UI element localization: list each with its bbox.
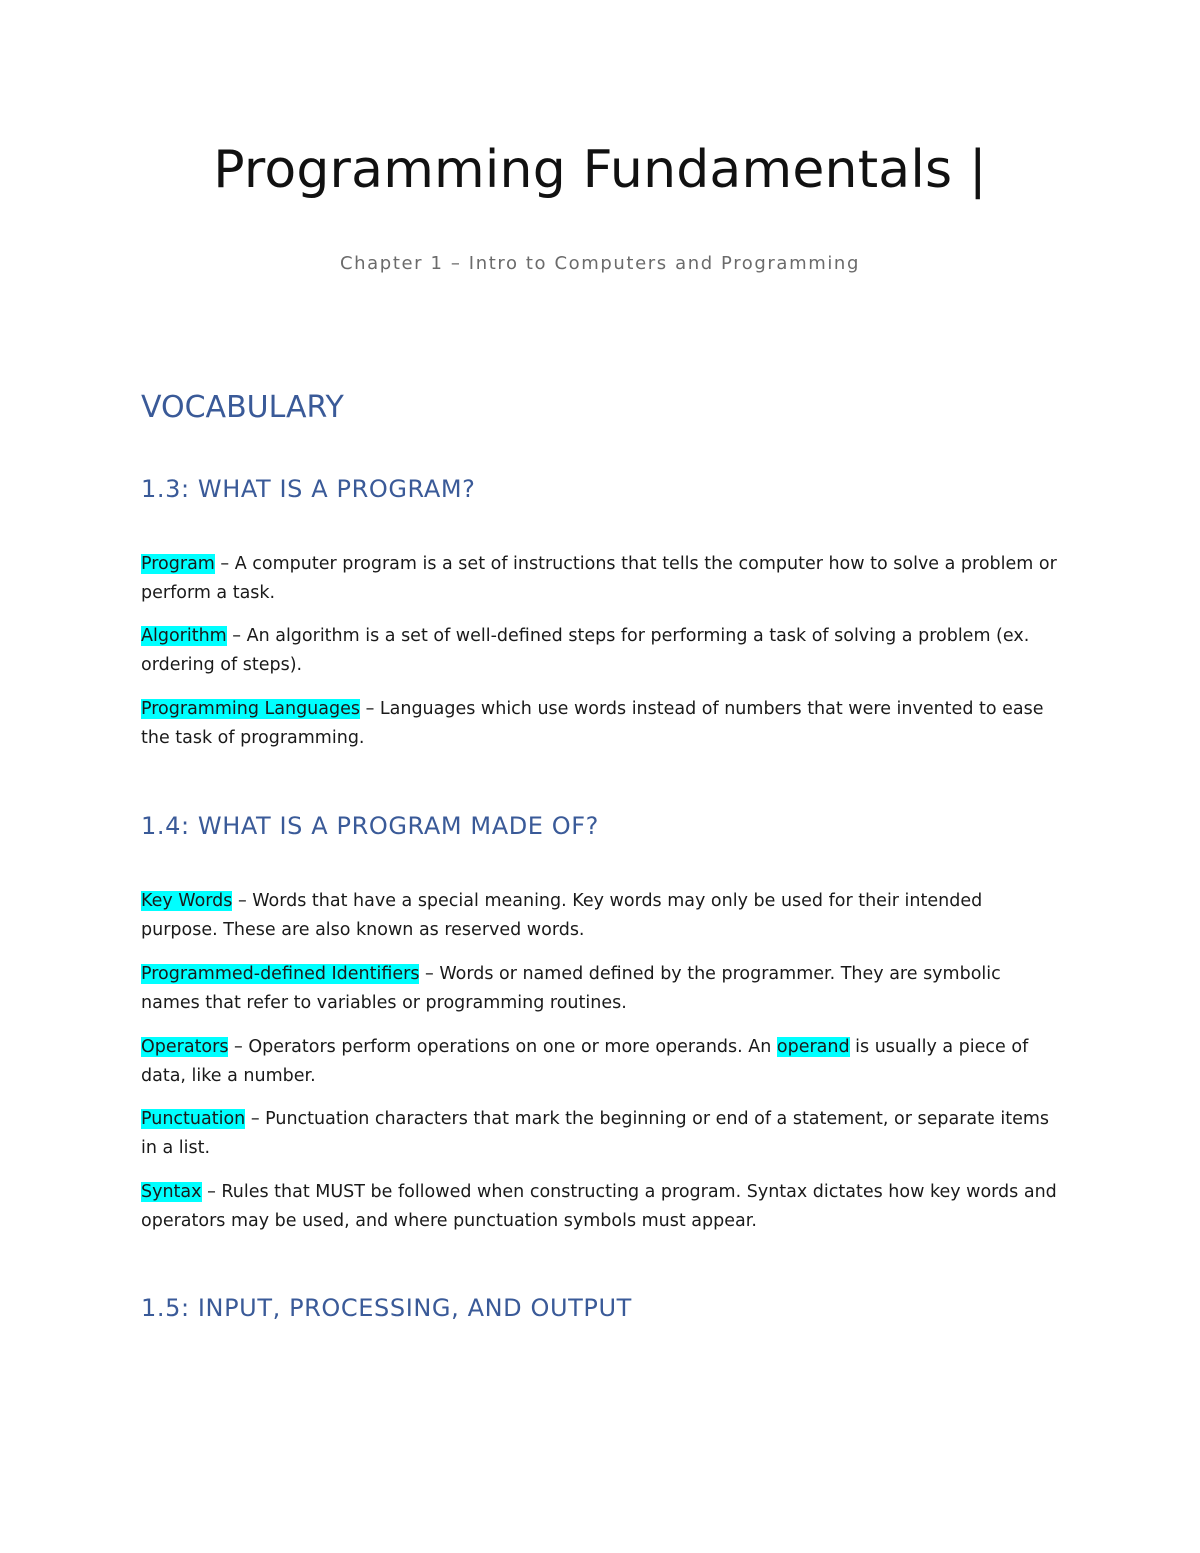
vocab-definition: – A computer program is a set of instructions that tells the computer how to solve a problem or perform a task. <box>141 554 1057 603</box>
vocab-definition: – Words that have a special meaning. Key words may only be used for their intended purpose. These are also known as reserved words. <box>141 891 983 940</box>
vocab-term: Program <box>141 554 215 574</box>
vocab-definition: – Punctuation characters that mark the beginning or end of a statement, or separate items in a list. <box>141 1109 1049 1158</box>
vocab-term-operand: operand <box>776 1037 850 1057</box>
vocab-definition: – Words or named defined by the programmer. They are symbolic names that refer to variables or programming routines. <box>141 964 1001 1013</box>
vocab-entry-punctuation <box>141 1105 1061 1162</box>
vocabulary-heading: VOCABULARY <box>141 390 344 425</box>
vocab-definition: – Languages which use words instead of numbers that were invented to ease the task of programming. <box>141 699 1044 748</box>
section-heading-1-3: 1.3: WHAT IS A PROGRAM? <box>141 475 476 503</box>
vocab-term: Programming Languages <box>141 699 360 719</box>
section-heading-1-5: 1.5: INPUT, PROCESSING, AND OUTPUT <box>141 1294 632 1322</box>
vocab-definition: – Rules that MUST be followed when constructing a program. Syntax dictates how key words and operators may be used, and where punctuation symbols must appear. <box>141 1182 1057 1231</box>
vocab-term: Punctuation <box>141 1109 246 1129</box>
document-title: Programming Fundamentals | <box>213 140 987 200</box>
vocab-term: Key Words <box>141 891 233 911</box>
vocab-term: Algorithm <box>141 626 227 646</box>
section-heading-1-4: 1.4: WHAT IS A PROGRAM MADE OF? <box>141 812 600 840</box>
vocab-term: Operators <box>141 1037 229 1057</box>
vocab-definition-continued: is usually a piece of data, like a number. <box>141 1037 1029 1086</box>
vocab-entry-operators <box>141 1033 1061 1090</box>
vocab-entry-key-words <box>141 887 1061 944</box>
document-subtitle: Chapter 1 – Intro to Computers and Programming <box>340 253 860 274</box>
vocab-entry-algorithm <box>141 622 1061 679</box>
vocab-entry-identifiers <box>141 960 1061 1017</box>
vocab-entry-programming-languages <box>141 695 1061 752</box>
vocab-entry-syntax <box>141 1178 1061 1235</box>
vocab-term: Programmed-defined Identifiers <box>141 964 420 984</box>
vocab-term: Syntax <box>141 1182 202 1202</box>
vocab-entry-program <box>141 550 1061 607</box>
vocab-definition: – An algorithm is a set of well-defined steps for performing a task of solving a problem (ex. ordering of steps). <box>141 626 1030 675</box>
vocab-definition: – Operators perform operations on one or more operands. An <box>228 1037 777 1057</box>
